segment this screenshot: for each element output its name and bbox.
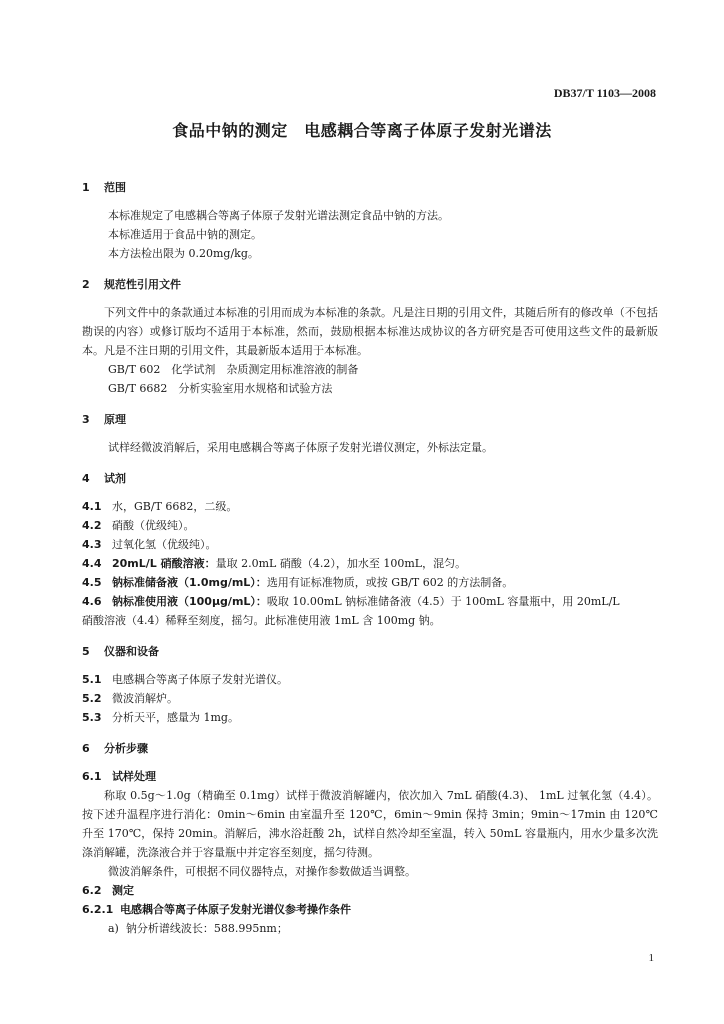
section-number: 1 bbox=[82, 181, 90, 194]
reagent-item-4-4: 4.4 20mL/L 硝酸溶液：量取 2.0mL 硝酸（4.2），加水至 100mL，混匀。 bbox=[82, 557, 467, 570]
instrument-item-5-3: 5.3 分析天平，感量为 1mg。 bbox=[82, 711, 239, 724]
references-paragraph: 下列文件中的条款通过本标准的引用而成为本标准的条款。凡是注日期的引用文件，其随后所有的修改单（不包括勘误的内容）或修订版均不适用于本标准，然而，鼓励根据本标准达成协议的各方研究是否可使用这些文件的最新版本。凡是不注日期的引用文件，其最新版本适用于本标准。 bbox=[82, 306, 658, 357]
section-number: 3 bbox=[82, 413, 90, 426]
section-number: 4 bbox=[82, 472, 90, 485]
subsection-6-1-heading: 6.1 试样处理 bbox=[82, 770, 156, 783]
section-number: 6 bbox=[82, 742, 90, 755]
subsection-6-2-1-heading: 6.2.1 电感耦合等离子体原子发射光谱仪参考操作条件 bbox=[82, 903, 351, 916]
instrument-item-5-2: 5.2 微波消解炉。 bbox=[82, 692, 178, 705]
section-2-heading bbox=[82, 275, 658, 294]
instrument-item-5-1: 5.1 电感耦合等离子体原子发射光谱仪。 bbox=[82, 673, 288, 686]
section-title: 范围 bbox=[104, 181, 126, 194]
section-title: 原理 bbox=[104, 413, 126, 426]
page-number: 1 bbox=[648, 952, 654, 964]
section-4-heading bbox=[82, 469, 658, 488]
reference-item: GB/T 602 化学试剂 杂质测定用标准溶液的制备 bbox=[108, 363, 359, 376]
section-title: 分析步骤 bbox=[104, 742, 148, 755]
subsection-6-2-heading: 6.2 测定 bbox=[82, 884, 134, 897]
list-item-a: a) 钠分析谱线波长：588.995nm； bbox=[108, 922, 288, 935]
section-3-heading bbox=[82, 410, 658, 429]
sample-treatment-paragraph: 称取 0.5g～1.0g（精确至 0.1mg）试样于微波消解罐内，依次加入 7mL 硝酸(4.3)、 1mL 过氧化氢（4.4）。按下述升温程序进行消化：0min～6min 由室温升至 120℃，6min～9min 保持 3min；9min～17min 由 120℃升至 170℃，保持 20min。消解后，沸水浴赶酸 2h，试样自然冷却至室温，转入 50mL 容量瓶内，用水少量多次洗涤消解罐，洗涤液合并于容量瓶中并定容至刻度，摇匀待测。 bbox=[82, 789, 658, 859]
section-5-heading bbox=[82, 642, 658, 661]
section-6-heading bbox=[82, 739, 658, 758]
section-1-heading bbox=[82, 178, 658, 197]
reference-item: GB/T 6682 分析实验室用水规格和试验方法 bbox=[108, 382, 333, 395]
section-title: 规范性引用文件 bbox=[104, 278, 181, 291]
document-title: 食品中钠的测定 电感耦合等离子体原子发射光谱法 bbox=[172, 121, 552, 140]
section-title: 试剂 bbox=[104, 472, 126, 485]
reagent-item-4-1: 4.1 水，GB/T 6682，二级。 bbox=[82, 500, 238, 513]
section-number: 2 bbox=[82, 278, 90, 291]
scope-line-3: 本方法检出限为 0.20mg/kg。 bbox=[108, 247, 259, 260]
section-title: 仪器和设备 bbox=[104, 645, 159, 658]
reagent-item-4-2: 4.2 硝酸（优级纯）。 bbox=[82, 519, 195, 532]
standard-code: DB37/T 1103—2008 bbox=[553, 86, 656, 100]
section-number: 5 bbox=[82, 645, 90, 658]
scope-line-1: 本标准规定了电感耦合等离子体原子发射光谱法测定食品中钠的方法。 bbox=[108, 209, 449, 222]
document-body bbox=[82, 178, 658, 938]
reagent-item-4-5: 4.5 钠标准储备液（1.0mg/mL）：选用有证标准物质，或按 GB/T 602 的方法制备。 bbox=[82, 576, 514, 589]
scope-line-2: 本标准适用于食品中钠的测定。 bbox=[108, 228, 262, 241]
digestion-note: 微波消解条件，可根据不同仪器特点，对操作参数做适当调整。 bbox=[108, 865, 416, 878]
principle-line: 试样经微波消解后，采用电感耦合等离子体原子发射光谱仪测定，外标法定量。 bbox=[108, 441, 493, 454]
reagent-item-4-6-continued: 硝酸溶液（4.4）稀释至刻度，摇匀。此标准使用液 1mL 含 100mg 钠。 bbox=[82, 614, 441, 627]
reagent-item-4-3: 4.3 过氧化氢（优级纯）。 bbox=[82, 538, 217, 551]
reagent-item-4-6: 4.6 钠标准使用液（100μg/mL）：吸取 10.00mL 钠标准储备液（4.5）于 100mL 容量瓶中，用 20mL/L bbox=[82, 595, 620, 608]
